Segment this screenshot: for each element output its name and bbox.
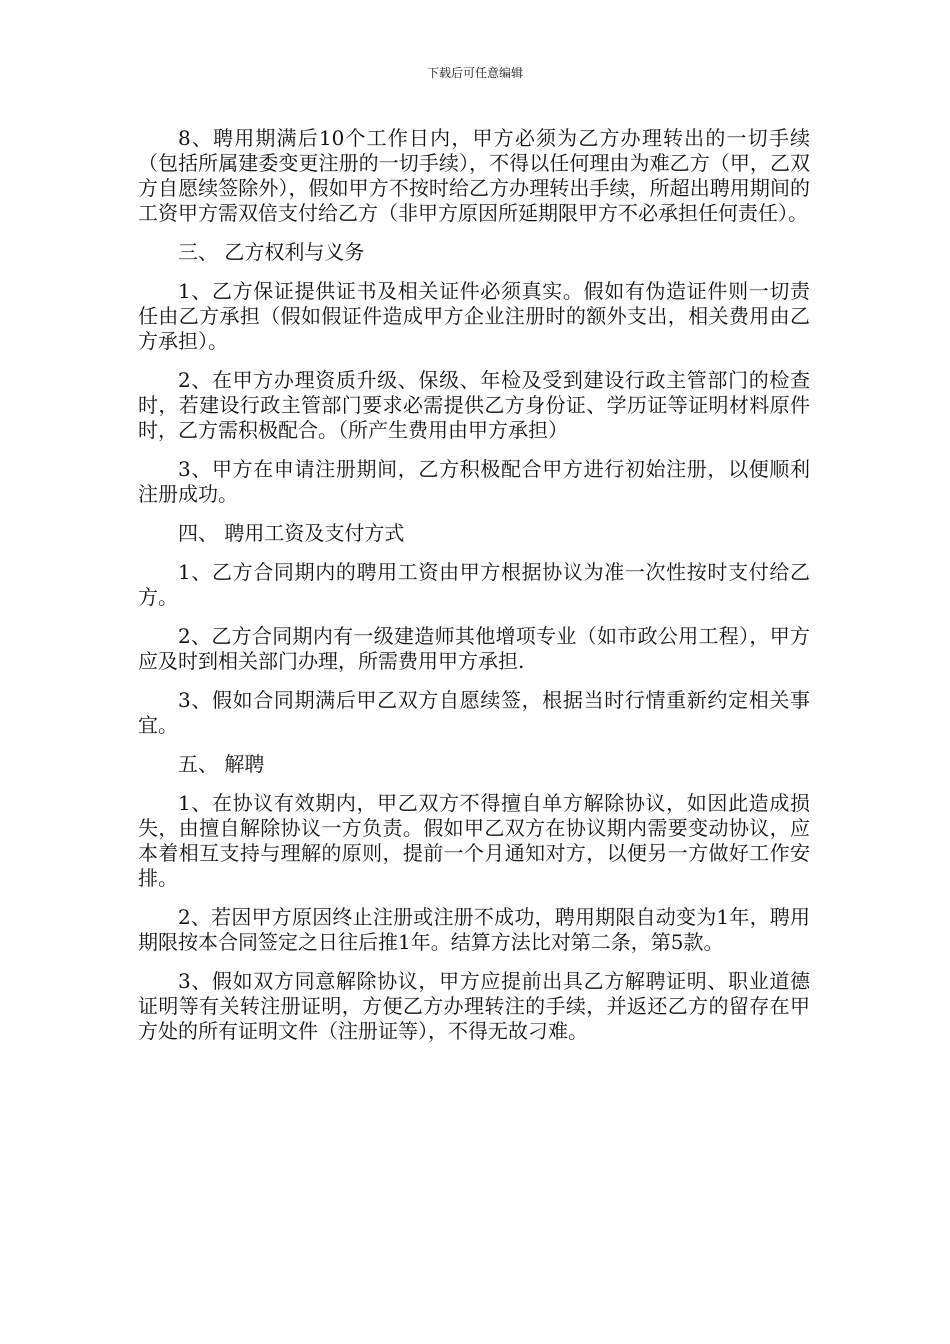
paragraph-4-2: 2、乙方合同期内有一级建造师其他增项专业（如市政公用工程），甲方应及时到相关部门办理，所需费用甲方承担. (138, 624, 810, 673)
paragraph-3-2: 2、在甲方办理资质升级、保级、年检及受到建设行政主管部门的检查时，若建设行政主管部门要求必需提供乙方身份证、学历证等证明材料原件时，乙方需积极配合。（所产生费用由甲方承担） (138, 368, 810, 442)
paragraph-3-1: 1、乙方保证提供证书及相关证件必须真实。假如有伪造证件则一切责任由乙方承担（假如假证件造成甲方企业注册时的额外支出，相关费用由乙方承担）。 (138, 279, 810, 353)
paragraph-3-3: 3、甲方在申请注册期间，乙方积极配合甲方进行初始注册，以便顺利注册成功。 (138, 457, 810, 506)
paragraph-4-1: 1、乙方合同期内的聘用工资由甲方根据协议为准一次性按时支付给乙方。 (138, 560, 810, 609)
section-heading-3: 三、 乙方权利与义务 (178, 240, 365, 264)
paragraph-4-3: 3、假如合同期满后甲乙双方自愿续签，根据当时行情重新约定相关事宜。 (138, 688, 810, 737)
document-body (138, 126, 810, 1044)
paragraph-8-transfer: 8、聘用期满后10个工作日内，甲方必须为乙方办理转出的一切手续（包括所属建委变更注册的一切手续），不得以任何理由为难乙方（甲，乙双方自愿续签除外），假如甲方不按时给乙方办理转出手续，所超出聘用期间的工资甲方需双倍支付给乙方（非甲方原因所延期限甲方不必承担任何责任）。 (138, 126, 810, 225)
section-heading-5: 五、 解聘 (178, 752, 265, 776)
section-heading-4: 四、 聘用工资及支付方式 (178, 521, 405, 545)
paragraph-5-3: 3、假如双方同意解除协议，甲方应提前出具乙方解聘证明、职业道德证明等有关转注册证明，方便乙方办理转注的手续，并返还乙方的留存在甲方处的所有证明文件（注册证等），不得无故刁难。 (138, 969, 810, 1043)
paragraph-5-1: 1、在协议有效期内，甲乙双方不得擅自单方解除协议，如因此造成损失，由擅自解除协议一方负责。假如甲乙双方在协议期内需要变动协议，应本着相互支持与理解的原则，提前一个月通知对方，以便另一方做好工作安排。 (138, 791, 810, 890)
paragraph-5-2: 2、若因甲方原因终止注册或注册不成功，聘用期限自动变为1年，聘用期限按本合同签定之日往后推1年。结算方法比对第二条，第5款。 (138, 905, 810, 954)
page-header: 下载后可任意编辑 (426, 66, 523, 80)
